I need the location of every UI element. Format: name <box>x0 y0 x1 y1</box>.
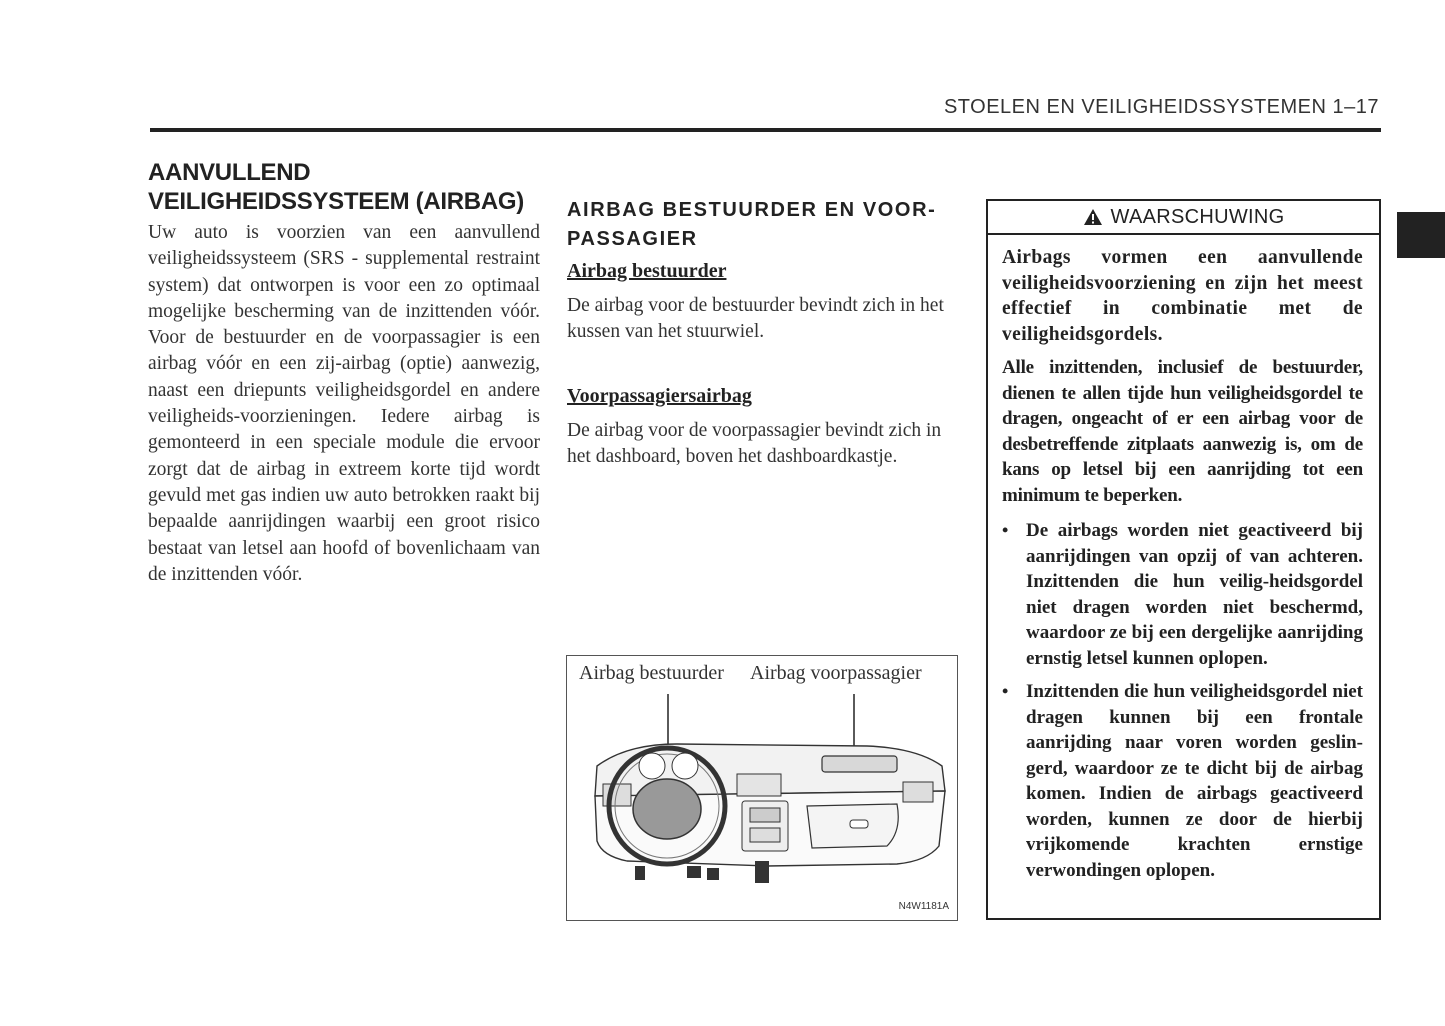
driver-airbag-text: De airbag voor de bestuurder bevindt zich in het kussen van het stuurwiel. <box>567 295 944 342</box>
warning-bullet-text: De airbags worden niet geactiveerd bij aanrijdingen van opzij of van achteren. Inzittenden die hun veilig-heidsgordel niet dragen worden niet beschermd, waardoor ze bij een dergelijke aanrijding ernstig letsel kunnen oplopen. <box>1026 520 1363 669</box>
warning-body <box>988 235 1379 883</box>
figure-label-driver: Airbag bestuurder <box>579 662 724 684</box>
warning-bullet <box>1002 679 1363 883</box>
header-rule <box>150 128 1381 132</box>
warning-triangle-icon <box>1083 208 1103 226</box>
bullet-dot: • <box>1002 681 1009 701</box>
figure-code: N4W1181A <box>898 901 949 912</box>
warning-para2: Alle inzittenden, inclusief de bestuurder, dienen te allen tijde hun veiligheidsgordel te dragen, ongeacht of er een airbag voor de desbetreffende zitplaats aanwezig is, om de kans op letsel bij een aanrijding tot een minimum te beperken. <box>1002 357 1363 506</box>
dashboard-illustration <box>567 656 956 919</box>
locations-heading-line2: PASSAGIER <box>567 228 698 250</box>
warning-bullet-text: Inzittenden die hun veiligheidsgordel niet dragen kunnen bij een frontale aanrijding naar voren worden geslin-gerd, waardoor ze te dicht bij de airbag komen. Indien de airbags geactiveerd worden, kunnen ze door de hierbij vrijkomende krachten ernstige verwondingen oplopen. <box>1026 681 1363 881</box>
figure-label-passenger: Airbag voorpassagier <box>750 662 922 684</box>
warning-header <box>988 201 1379 235</box>
dashboard-figure <box>566 655 958 921</box>
driver-airbag-subheading: Airbag bestuurder <box>567 260 727 282</box>
bullet-dot: • <box>1002 520 1009 540</box>
section-heading <box>148 158 540 216</box>
passenger-airbag-text: De airbag voor de voorpassagier bevindt zich in het dashboard, boven het dashboardkastje. <box>567 420 942 467</box>
page-header: STOELEN EN VEILIGHEIDSSYSTEMEN 1–17 <box>943 96 1379 118</box>
section-heading-line2: VEILIGHEIDSSYSTEEM (AIRBAG) <box>148 188 524 215</box>
locations-heading-line1: AIRBAG BESTUURDER EN VOOR- <box>567 199 937 221</box>
warning-para1: Airbags vormen een aanvullende veiligheidsvoorziening en zijn het meest effectief in combinatie met de veiligheidsgordels. <box>1002 247 1363 345</box>
passenger-airbag-subheading: Voorpassagiersairbag <box>567 385 752 407</box>
section-airbag-locations <box>567 196 961 470</box>
locations-heading <box>567 196 961 254</box>
section-tab-marker <box>1397 212 1445 258</box>
warning-box <box>986 199 1381 920</box>
warning-bullet <box>1002 518 1363 671</box>
warning-title: WAARSCHUWING <box>1110 205 1285 228</box>
section-airbag-intro <box>148 158 540 588</box>
section-heading-line1: AANVULLEND <box>148 159 311 186</box>
section-body: Uw auto is voorzien van een aanvullend veiligheidssysteem (SRS - supplemental restraint system) dat ontworpen is voor een zo optimaal mogelijke bescherming van de inzittenden vóór. Voor de bestuurder en de voorpassagier is een airbag vóór en een zij-airbag (optie) aanwezig, naast een driepunts veiligheidsgordel en andere veiligheids-voorzieningen. Iedere airbag is gemonteerd in een speciale module die ervoor zorgt dat de airbag in extreem korte tijd wordt gevuld met gas indien uw auto betrokken raakt bij bepaalde aanrijdingen waarbij een groot risico bestaat van letsel aan hoofd of bovenlichaam van de inzittenden vóór. <box>148 222 540 585</box>
